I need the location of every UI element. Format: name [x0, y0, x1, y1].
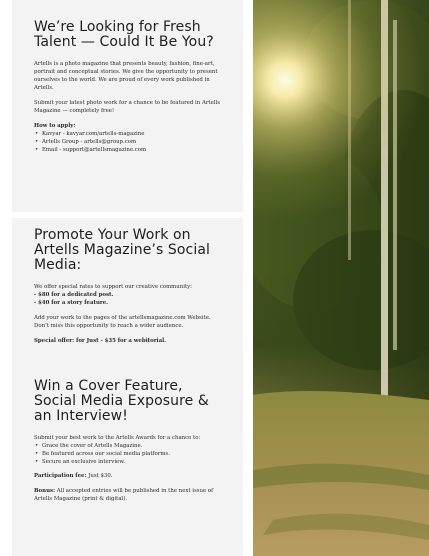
bonus-text [34, 487, 225, 503]
rate-story: - $40 for a story feature. [34, 300, 109, 306]
awards-list [34, 442, 225, 466]
fee-label: Participation fee: [34, 473, 87, 479]
awards-item-cover: • Grace the cover of Artells Magazine. [34, 442, 225, 450]
special-offer-text: Special offer: for Just - $35 for a webitorial. [34, 338, 167, 344]
promotion-card [12, 218, 243, 556]
bonus-value: All accepted entries will be published in the next issue of Artells Magazine (print & digital). [34, 488, 214, 502]
call-for-talent-card [12, 0, 243, 212]
forest-photo-illustration [253, 0, 429, 556]
section-title-fresh-talent: We’re Looking for Fresh Talent — Could It Be You? [34, 19, 214, 50]
rate-post: - $80 for a dedicated post. [34, 292, 114, 298]
participation-fee [34, 472, 225, 480]
awards-section [34, 379, 225, 503]
apply-item-kavyar[interactable]: • Kavyar - kavyar.com/artells-magazine [34, 130, 225, 138]
offer-intro: We offer special rates to support our creative community: [34, 284, 192, 290]
add-work-text: Add your work to the pages of the artellsmagazine.com Website. Don’t miss this opportunity to reach a wider audience. [34, 315, 211, 329]
awards-item-social: • Be featured across our social media platforms. [34, 450, 225, 458]
section-title-cover-feature: Win a Cover Feature, Social Media Exposure & an Interview! [34, 378, 209, 424]
apply-list [34, 130, 225, 154]
section-title-social-media: Promote Your Work on Artells Magazine’s Social Media: [34, 227, 211, 273]
forest-sunlight-photo [253, 0, 429, 556]
bonus-label: Bonus: [34, 488, 56, 494]
apply-item-email[interactable]: • Email - support@artellsmagazine.com [34, 146, 225, 154]
fee-value: Just $30. [86, 473, 113, 479]
offer-text [34, 283, 225, 307]
awards-item-interview: • Secure an exclusive interview. [34, 458, 225, 466]
apply-item-group[interactable]: • Artells Group - artells@group.com [34, 138, 225, 146]
intro-text: Artells is a photo magazine that presents beauty, fashion, fine-art, portrait and conceptual stories. We give the opportunity to present ourselves to the world. We are proud of every work published in Artells. [34, 61, 218, 91]
submit-text: Submit your latest photo work for a chance to be featured in Artells Magazine — completely free! [34, 100, 220, 114]
awards-intro: Submit your best work to the Artells Awards for a chance to: [34, 435, 201, 441]
how-to-apply-label: How to apply: [34, 123, 76, 129]
